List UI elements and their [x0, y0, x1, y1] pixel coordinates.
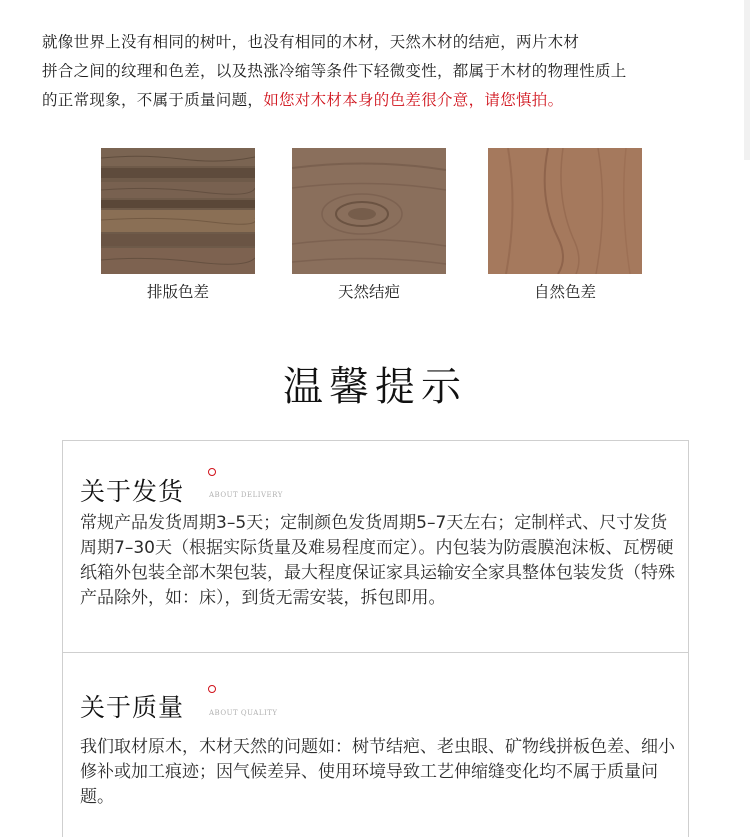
- section-body: 常规产品发货周期3–5天；定制颜色发货周期5–7天左右；定制样式、尺寸发货周期7–30天（根据实际货量及难易程度而定）。内包装为防震膜泡沫板、瓦楞硬纸箱外包装全部木架包装，最大程度保证家具运输安全家具整体包装发货（特殊产品除外，如：床），到货无需安装，拆包即用。: [80, 513, 675, 608]
- swatch-label: 天然结疤: [337, 283, 400, 301]
- section-body: 我们取材原木，木材天然的问题如：树节结疤、老虫眼、矿物线拼板色差、细小修补或加工痕迹；因气候差异、使用环境导致工艺伸缩缝变化均不属于质量问题。: [80, 737, 675, 807]
- notice-line-3: [42, 86, 722, 115]
- page-edge-shadow: [744, 0, 750, 160]
- notice-line-3-text: 的正常现象，不属于质量问题，: [42, 91, 264, 109]
- quality-section: [62, 652, 689, 837]
- section-title: 关于质量: [80, 693, 185, 722]
- notice-line-2: 拼合之间的纹理和色差，以及热涨冷缩等条件下轻微变性，都属于木材的物理性质上: [42, 62, 627, 80]
- section-subtitle: ABOUT DELIVERY: [209, 491, 283, 499]
- notice-line-1: 就像世界上没有相同的树叶，也没有相同的木材，天然木材的结疤，两片木材: [42, 33, 580, 51]
- wood-sample-image: [488, 148, 642, 274]
- swatch-label: 排版色差: [146, 283, 209, 301]
- wood-notice-paragraph: [42, 28, 722, 115]
- wood-swatch-natural-color-difference: [488, 148, 642, 301]
- delivery-section: [62, 440, 689, 653]
- wood-swatch-natural-knot: [292, 148, 446, 301]
- wood-sample-image: [292, 148, 446, 274]
- wood-sample-image: [101, 148, 255, 274]
- section-title: 关于发货: [80, 477, 185, 506]
- swatch-label: 自然色差: [533, 283, 596, 301]
- circle-dot-icon: [208, 468, 216, 476]
- circle-dot-icon: [208, 685, 216, 693]
- section-subtitle: ABOUT QUALITY: [209, 709, 278, 717]
- page-heading: 温馨提示: [283, 364, 467, 410]
- wood-swatch-layout-difference: [101, 148, 255, 301]
- color-difference-warning: 如您对木材本身的色差很介意，请您慎拍。: [263, 91, 564, 109]
